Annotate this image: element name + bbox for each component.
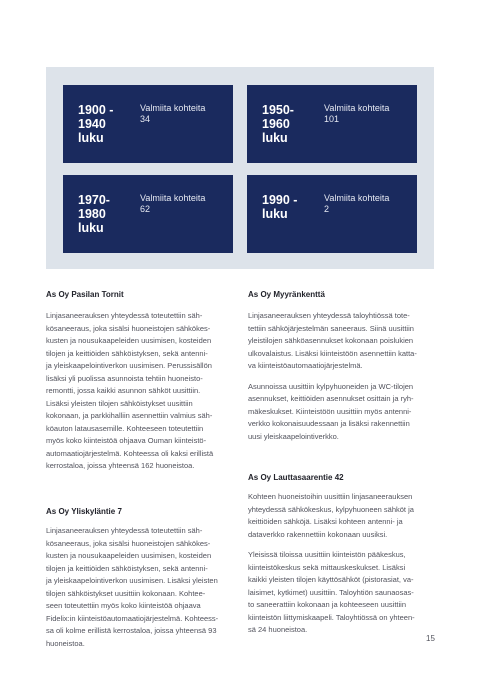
stat-count: 101 [324,114,340,124]
section-body: Asunnoissa uusittiin kylpyhuoneiden ja WC-tilojen asennukset, keittiöiden asennukset osittain ja ryh- mäkeskukset. Kiinteistöön uusittiin myös antenni- verkko kokonaisuudessaan ja lisäksi rakennettiin uusi yleiskaapelointiverkko. [248,381,414,441]
stat-info [324,103,389,125]
stat-label: Valmiita kohteita [140,193,206,203]
stat-card-1970-1980 [63,175,233,253]
stat-card-1900-1940 [63,85,233,163]
stat-label: Valmiita kohteita [140,103,206,113]
stat-card-1990 [247,175,417,253]
stat-count: 34 [140,114,151,124]
page-number: 15 [426,634,435,643]
stat-count: 62 [140,204,151,214]
stat-info [324,193,389,215]
statistics-panel [46,67,434,269]
stat-label: Valmiita kohteita [324,193,390,203]
section-body: Linjasaneerauksen yhteydessä toteutettiin säh- kösaneeraus, joka sisälsi huoneistojen sähkökes- kusten ja nousukaapeleiden uusimisen, kosteiden tilojen ja keittiöiden sähköistyksen, sekä antenni- ja yleiskaapelointiverkon uusimisen. Lisäksi yleisten tilojen sähköistykset uusittiin kokonaan. Kohtee- seen toteutettiin myös koko kiinteistöä ohjaava Fidelix:in kiinteistöautomaatiojärjestelmä. Kohteess- sa oli kolme erillistä kerrostaloa, joissa yhteensä 93 huoneistoa. [46,526,219,648]
stat-period: 1950- 1960 luku [262,103,294,145]
section-heading: As Oy Yliskyläntie 7 [46,507,122,516]
section-body: Linjasaneerauksen yhteydessä toteutettiin säh- kösaneeraus, joka sisälsi huoneistojen sähkökes- kusten ja nousukaapeleiden uusimisen, kosteiden tilojen ja keittiöiden sähköistyksen, sekä antenni- ja yleiskaapelointiverkon uusimisen. Perussisällön lisäksi yli puolissa asunnoista tehtiin huoneisto- remontti, jossa kaikki asunnon sähköt uusittiin. Lisäksi yleisten tilojen sähköistykset uusittiin kokonaan, ja parkkihalliin asennettiin valmius säh- köauton latausasemille. Kohteeseen toteutettiin myös koko kiinteistöä ohjaava Ouman kiinteistö- automaatiojärjestelmä. Kohteessa oli kaksi erillistä kerrostaloa, joissa yhteensä 162 huoneistoa. [46,311,214,470]
stat-period: 1900 - 1940 luku [78,103,114,145]
stat-count: 2 [324,204,330,214]
stat-info [140,193,205,215]
stat-period: 1970- 1980 luku [78,193,110,235]
left-column [46,290,233,650]
section-heading: As Oy Pasilan Tornit [46,290,124,299]
stat-info [140,103,205,125]
stat-card-1950-1960 [247,85,417,163]
section-body: Yleisissä tiloissa uusittiin kiinteistön pääkeskus, kiinteistökeskus sekä mittauskeskukset. Lisäksi kaikki yleisten tilojen käyttösähköt (pistorasiat, va- laisimet, kytkimet) uusittiin. Taloyhtiön saunaosas- to saneerattiin kokonaan ja kohteeseen uusittiin kiinteistön liittymiskaapeli. Taloyhtiössä on yhteen- sä 24 huoneistoa. [248,550,415,634]
section-heading: As Oy Myyränkenttä [248,290,325,299]
stat-period: 1990 - luku [262,193,298,221]
section-body: Linjasaneerauksen yhteydessä taloyhtiössä tote- tettiin sähköjärjestelmän saneeraus. Siinä uusittiin yleistilojen sähköasennukset kokonaan poislukien ulkovalaistus. Lisäksi kiinteistöön asennettiin katta- va kiinteistöautomaatiojärjestelmä. [248,311,417,370]
section-heading: As Oy Lauttasaarentie 42 [248,473,344,482]
section-body: Kohteen huoneistoihin uusittiin linjasaneerauksen yhteydessä sähkökeskus, kylpyhuoneen sähköt ja keittiöiden sähköjä. Lisäksi kohteen antenni- ja dataverkko rakennettiin kokonaan uusiksi. [248,492,414,539]
right-column [248,290,435,637]
stat-label: Valmiita kohteita [324,103,390,113]
